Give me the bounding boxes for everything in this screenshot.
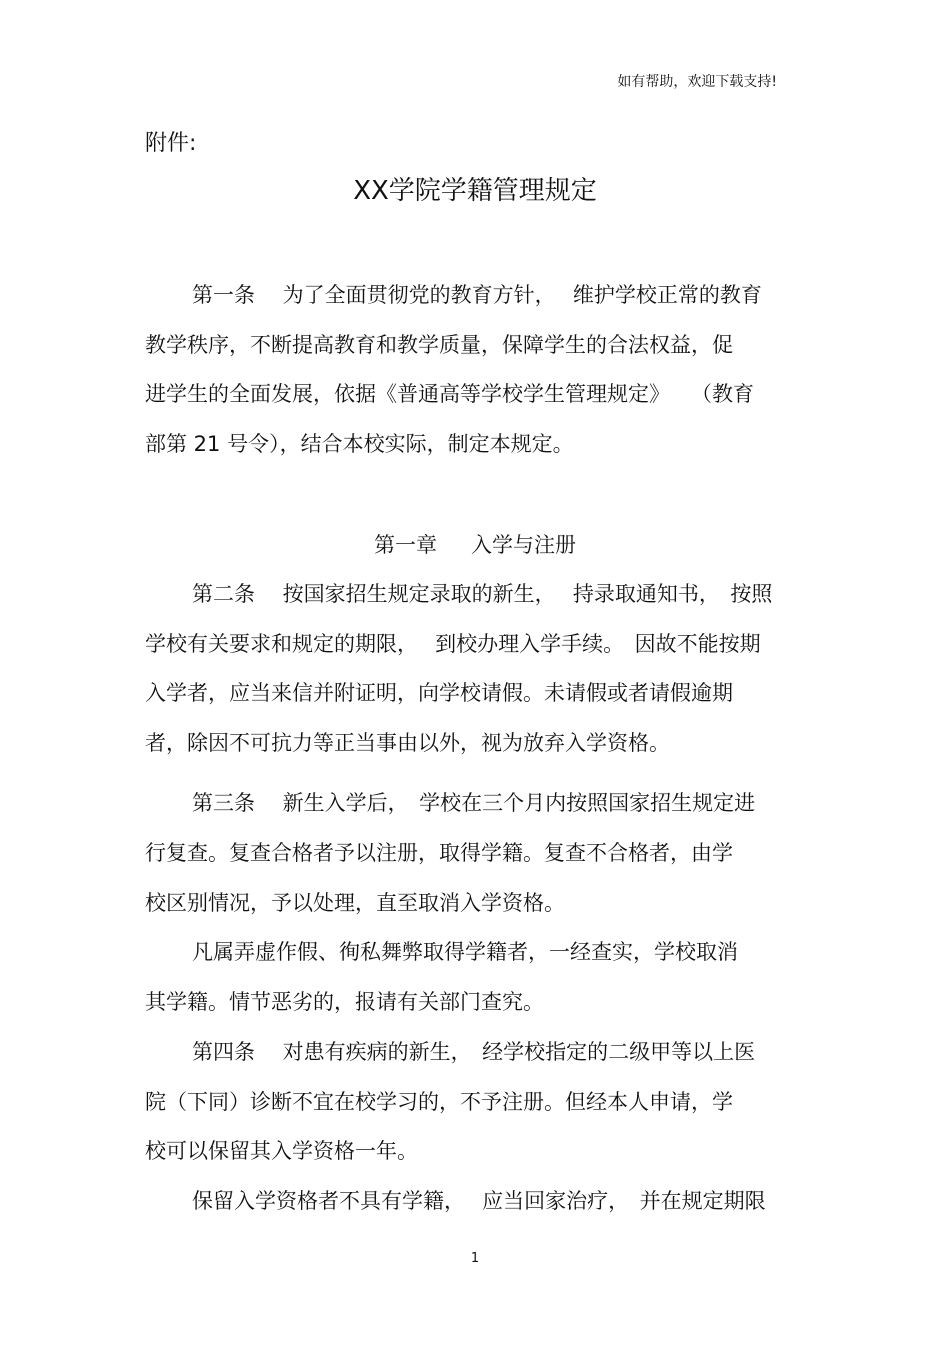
text-line: 院（下同）诊断不宜在校学习的，不予注册。但经本人申请，学 (145, 1090, 733, 1114)
text-line: 进学生的全面发展，依据《普通高等学校学生管理规定》 （教育 (145, 382, 754, 406)
text-line: 者，除因不可抗力等正当事由以外，视为放弃入学资格。 (145, 731, 670, 755)
text-line: 校区别情况，予以处理，直至取消入学资格。 (145, 891, 565, 915)
text-line: 教学秩序，不断提高教育和教学质量，保障学生的合法权益，促 (145, 333, 733, 357)
page-number: 1 (470, 1251, 480, 1266)
chapter-name: 入学与注册 (471, 533, 576, 557)
chapter-heading (0, 530, 950, 560)
text-line: 校可以保留其入学资格一年。 (145, 1139, 418, 1163)
text-line: 入学者，应当来信并附证明，向学校请假。未请假或者请假逾期 (145, 681, 733, 705)
document-title: XX学院学籍管理规定 (353, 176, 597, 206)
text-line: 行复查。复查合格者予以注册，取得学籍。复查不合格者，由学 (145, 841, 733, 865)
text-line: 第二条 按国家招生规定录取的新生， 持录取通知书， 按照 (192, 582, 773, 606)
text-line: 部第 21 号令），结合本校实际，制定本规定。 (145, 432, 574, 456)
text-line: 第三条 新生入学后， 学校在三个月内按照国家招生规定进 (192, 791, 756, 815)
header-note-text: 如有帮助，欢迎下载支持! (617, 74, 777, 90)
chapter-number: 第一章 (374, 533, 437, 557)
text-line: 保留入学资格者不具有学籍， 应当回家治疗， 并在规定期限 (192, 1189, 766, 1213)
text-line: 凡属弄虚作假、徇私舞弊取得学籍者，一经查实，学校取消 (192, 940, 738, 964)
text-line: 其学籍。情节恶劣的，报请有关部门查究。 (145, 990, 544, 1014)
text-line: 学校有关要求和规定的期限， 到校办理入学手续。 因故不能按期 (145, 632, 761, 656)
text-line: 第四条 对患有疾病的新生， 经学校指定的二级甲等以上医 (192, 1040, 756, 1064)
text-line: 第一条 为了全面贯彻党的教育方针， 维护学校正常的教育 (192, 283, 762, 307)
attachment-label: 附件: (145, 131, 197, 156)
